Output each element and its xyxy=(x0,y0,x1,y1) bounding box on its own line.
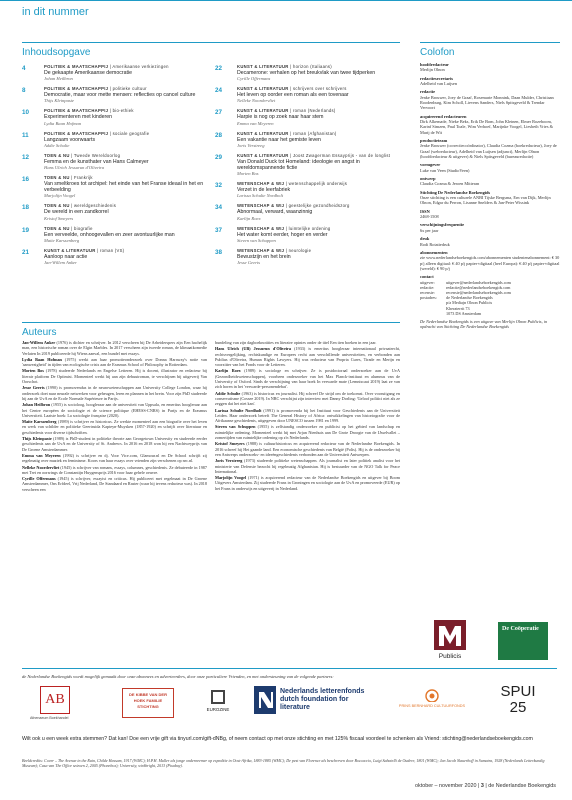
colofon-text: Adelheid van Luijsen xyxy=(420,81,457,87)
toc-article-author: Johan Heilbron xyxy=(44,76,73,82)
toc-page-number: 18 xyxy=(22,204,30,212)
toc-item[interactable] xyxy=(215,181,399,199)
toc-item[interactable] xyxy=(215,203,399,221)
colofon-text: Dirk Alkemade, Nieke Beks, Erik De Bom, John Kleinen, Elmer Rozeboom, Karinf Simzen, Paul Toale, Wim Verhoef, Marijnke Voogel, Liesbeth Vries & Marij de Wit xyxy=(420,119,553,135)
colofon-block xyxy=(420,62,560,73)
toc-article-author: Nelleke Noordervliet xyxy=(237,98,276,104)
toc-item[interactable] xyxy=(22,86,206,104)
colofon-label: ontwerp xyxy=(420,176,436,181)
toc-article-title: Het water komt eerder, hoger en verder xyxy=(237,231,328,238)
toc-category-main: TOEN & NU xyxy=(44,152,70,158)
toc-article-author: Larissa Schulte Nordholt xyxy=(237,193,284,199)
toc-entry-body xyxy=(44,86,206,104)
toc-article-author: Morten Bos xyxy=(237,171,259,177)
author-bio-text: (1988) is cultuurhistoricus en acquirerend redacteur van de Nederlandse Boekengids. In 2016 schreef hij Het gaande land. Een economische geschiedenis van België (Polis). Hij is de onderzoeker bij een Antwerps onderzoeks- en ideeëngeschiedenis verbonden aan de Universiteit Antwerpen. xyxy=(215,441,401,457)
toc-article-author: Jesse Geerts xyxy=(237,260,261,266)
toc-category-sub: roman (Nederlands) xyxy=(292,108,336,114)
colofon-text: Onze stichting is een culturele ANBI Tijske Bergsma, Ern van Dijk, Merlijn Olnon, Edgar du Perron, Lisanne Snelders & Jan-Peter Wissink xyxy=(420,195,551,206)
toc-page-number: 12 xyxy=(22,153,30,161)
footer-magazine: de Nederlandse Boekengids xyxy=(488,783,556,789)
colofon-text: Merlijn Olnon xyxy=(420,67,445,73)
author-name: Joris Verstreeg xyxy=(215,458,243,464)
toc-item[interactable] xyxy=(22,248,206,266)
toc-page-number: 10 xyxy=(22,109,30,117)
toc-item[interactable] xyxy=(215,64,399,82)
colofon-contact-label: contact xyxy=(420,274,434,280)
toc-article-title: Van smeltkroes tot archipel: het einde van het Franse ideaal in het en verbeelding xyxy=(44,181,204,194)
eurozine-text: EUROZINE xyxy=(206,707,230,712)
colofon-text: 2468-1508 xyxy=(420,214,439,220)
colofon-block xyxy=(420,76,560,87)
toc-item[interactable] xyxy=(22,153,206,171)
auteurs-rule xyxy=(22,322,400,323)
contents-rule xyxy=(22,42,400,43)
contact-key xyxy=(420,311,446,316)
toc-category-main: POLITIEK & MAATSCHAPPIJ xyxy=(44,130,109,136)
toc-entry-body xyxy=(44,108,206,126)
toc-category-main: KUNST & LITERATUUR xyxy=(237,86,289,92)
toc-article-title: Aanloop naar actie xyxy=(44,253,88,260)
author-name: Jan-Willem Anker xyxy=(22,340,56,345)
author-name: Hans Ulrich (UB) Jessurun d'Oliveira xyxy=(215,346,291,352)
contact-key: postadres: xyxy=(420,295,437,301)
toc-category-main: TOEN & NU xyxy=(44,203,70,209)
toc-page-number: 11 xyxy=(22,131,29,139)
colofon-text: zie www.nederlandseboekengids.com/abonnementen studentenabonnement: € 30 p/j alleen digitaal: € 40 p/j papier+digitaal (heel Europa): € 40 p/j papier+digitaal (wereld): € 90 p/j xyxy=(420,255,560,271)
author-bio xyxy=(22,402,207,418)
author-bio-text: (1978) studeerde Nederlands en Engelse Letteren. Hij is docent, illustrator en redacteur bij literair platform De Optimist. Momenteel werkt hij aan zijn debuutroman, te verschijnen bij uitgeverij Van Oorschot. xyxy=(22,368,207,385)
author-bio xyxy=(215,346,400,367)
toc-entry-body xyxy=(44,64,206,82)
author-name: Steven van Schuppen xyxy=(215,424,256,430)
contact-row xyxy=(420,311,560,316)
toc-category-sub: luimtelijke ordening xyxy=(288,225,331,231)
toc-entry-body xyxy=(237,131,399,149)
author-bio-text: (1933) is emeritus hoogleraar internationaal privaatrecht, rechtsvergelijking, rechtskundige en Europees recht aan verschillende universiteiten, en verbonden aan Publius d'Oliveira, Human Rights Lawyers. Hij was redacteur van Propria Cures, Tirade en Merijn en voorzitter van het Fonds voor de Letteren. xyxy=(215,346,401,368)
author-bio-text: (1955) is zelfstandig onderzoeker en publicist op het gebied van landschap en ruimtelijke ordening. Momenteel werkt hij met Arjan Nienhuis aan De Grote Droogte van de IJsselvallei – zomertijden van ruimtelijke ordening op z'n Nederlands. xyxy=(215,424,400,441)
author-name: Nelleke Noordervliet xyxy=(22,464,60,470)
toc-category-sub: horizon (Italiaans) xyxy=(292,64,332,69)
toc-article-title: Democratie, maar voor mette mensen: reflecties op cancel culture xyxy=(44,92,196,99)
prins-bernhard-logo xyxy=(394,688,470,709)
colofon-contact-block xyxy=(420,274,560,316)
donation-promo: Wilt ook u een week extra stemmen? Dat kan! Doe een vrije gift via tinyurl.com/gift-dNBg, of neem contact op met onze stichting en met 125% fiscaal voordeel te schenken als Vriend: stichting@nederlandseboekengids.com xyxy=(22,736,533,742)
colofon-block xyxy=(420,236,560,247)
toc-article-title: De gekaapte Amerikaanse democratie xyxy=(44,70,132,76)
author-name: Morten Bos xyxy=(22,368,44,374)
author-bio-text: (1976) is dichter en schrijver. In 2012 verscheen bij De Arbeiderspers zijn Een hachelijk man, een historische roman over de Elgin Marbles. In 2017 verscheen zijn tweede roman, de klimaatkomedie Verlaten In 2019 publiceerde hij Wiens aanval, een bundel met essays. xyxy=(22,340,208,356)
author-bio-text: (1989) is schrijver en historicus. Ze werkte momenteel aan een biografie over het leven en werk van schilder en politieke Geertruida Kapteyn-Muysken (1857-1920) en schrijft over literatuur en geschiedenis voor diverse tijdschriften. xyxy=(22,419,207,435)
toc-category-main: KUNST & LITERATUUR xyxy=(44,247,96,253)
toc-entry-body xyxy=(237,248,399,266)
toc-page-number: 8 xyxy=(22,87,26,95)
colofon-label: abonnementen xyxy=(420,249,448,255)
athenaeum-logo: AB xyxy=(40,686,70,714)
toc-category-separator: | xyxy=(95,247,100,253)
author-bio xyxy=(22,436,207,452)
author-name: Marjolijn Voogel xyxy=(215,475,247,481)
cooperatie-logo: De Coöperatie xyxy=(498,622,548,660)
toc-entry-body xyxy=(237,108,399,126)
toc-category-sub: roman (Afghanistan) xyxy=(292,130,337,136)
author-bio-text: (1991) is promovenda bij het Instituut voor Geschiedenis aan de Universiteit Leiden. Haar onderzoek betreft The General History of Africa: ontwikkelingen van historiografie voor de Afrikaanse geschiedenis, uitgegeven door UNESCO tussen 1981 en 1999. xyxy=(215,407,401,424)
author-bio xyxy=(215,458,400,474)
toc-item[interactable] xyxy=(22,175,206,199)
toc-article-author: Jan-Willem Anker xyxy=(44,260,77,266)
toc-page-number: 32 xyxy=(215,182,223,190)
toc-article-author: Kristof Smeyers xyxy=(44,215,74,221)
author-bio xyxy=(22,465,207,476)
toc-category-sub: Frankrijk xyxy=(73,175,93,181)
toc-right-column xyxy=(215,64,399,270)
spui25-logo xyxy=(494,684,542,716)
page-footer: oktober – november 2020 | 3 | de Nederlandse Boekengids xyxy=(415,783,556,789)
author-bio-text: (1945) is schrijver, essayist en criticus. Hij publiceert met regelmaat in De Groene Amsterdammer, Ons Erfdeel, Vrij Nederland, De Standaard en Raster (waar hij tevens redacteur was). In 2018 verscheen een xyxy=(22,476,207,492)
toc-category-sub: wereldgeschiedenis xyxy=(73,203,117,209)
toc-item[interactable] xyxy=(22,226,206,244)
author-bio xyxy=(22,357,207,368)
toc-category-sub: roman (VS) xyxy=(99,247,125,253)
toc-category-separator: | xyxy=(288,86,293,92)
author-name: Lydia Baan Hofman xyxy=(22,356,62,362)
author-bio-text: (1973) studeerde politieke wetenschappen. Als journalist en later politiek analist voor het ministerie van Defensie bezocht hij regelmatig Afghanistan. Hij is bestuurder van de NGO Talk for Peace International. xyxy=(215,458,400,474)
toc-item[interactable] xyxy=(215,248,399,266)
toc-item[interactable] xyxy=(215,108,399,126)
author-bio xyxy=(215,340,400,345)
toc-item[interactable] xyxy=(22,203,206,221)
toc-entry-body xyxy=(237,64,399,82)
toc-category-main: POLITIEK & MAATSCHAPPIJ xyxy=(44,64,109,69)
publicis-logo xyxy=(434,620,466,660)
toc-category-main: KUNST & LITERATUUR xyxy=(237,64,289,69)
colofon-footer-text: De Nederlandse Boekengids is een uitgave van Merlijn Olnon Publicis, in opdracht van Stichting De Nederlandse Boekengids xyxy=(420,318,548,330)
colofon-block xyxy=(420,250,560,271)
toc-article-title: De wereld in een zandkorrel xyxy=(44,209,109,216)
auteurs-heading: Auteurs xyxy=(22,327,57,338)
author-bio xyxy=(215,391,400,407)
author-bio-text: bundeling van zijn dagboeknotities en literaire opinies onder de titel Een tien boeken in een jaar. xyxy=(215,340,377,345)
author-bio xyxy=(215,368,400,389)
toc-category-main: WETENSCHAP & WIJ xyxy=(237,247,285,253)
toc-category-main: KUNST & LITERATUUR xyxy=(237,152,289,158)
author-bio xyxy=(22,476,207,492)
author-bio-text: (1989) is PhD-student in politieke theorie aan Georgetown University en studeerde eerder geschiedenis aan de UvA en de University of St. Andrews. In 2016 en 2018 won hij een Nachtweyprijs van De Groene Amsterdammer. xyxy=(22,436,208,452)
toc-category-separator: | xyxy=(69,152,74,158)
toc-entry-body xyxy=(44,248,206,266)
toc-category-separator: | xyxy=(284,247,289,253)
sponsor-rule xyxy=(22,668,557,669)
athenaeum-caption: Athenaeum Boekhandel xyxy=(30,716,69,720)
toc-category-separator: | xyxy=(108,86,113,92)
colofon-block xyxy=(420,222,560,233)
toc-page-number: 19 xyxy=(22,226,30,234)
toc-category-sub: biografie xyxy=(73,225,93,231)
toc-article-author: Addie Schulte xyxy=(44,142,70,148)
colofon-label: Stichting De Nederlandse Boekengids xyxy=(420,189,491,195)
toc-entry-body xyxy=(237,86,399,104)
top-rule xyxy=(0,0,572,1)
toc-page-number: 37 xyxy=(215,226,223,234)
contact-value: de Nederlandse Boekengids xyxy=(446,295,493,301)
toc-item[interactable] xyxy=(215,131,399,149)
colofon-rule xyxy=(420,42,560,43)
toc-page-number: 21 xyxy=(22,248,30,256)
toc-page-number: 24 xyxy=(215,87,223,95)
toc-article-title: Decamerone: verhalen op het breukvlak van twee tijdperken xyxy=(237,70,376,76)
toc-left-column xyxy=(22,64,206,270)
author-name: Cyrille Offermans xyxy=(22,476,56,482)
author-bio xyxy=(215,441,400,457)
toc-page-number: 38 xyxy=(215,248,223,256)
toc-article-author: Lydia Baan Hofman xyxy=(44,120,82,126)
toc-category-separator: | xyxy=(284,181,289,187)
toc-entry-body xyxy=(237,153,399,177)
sponsor-intro: de Nederlandse Boekengids wordt mogelijk gemaakt door onze abonnees en adverteerders, door onze particuliere Vrienden, en met ondersteuning van de volgende partners: xyxy=(22,674,334,679)
toc-entry-body xyxy=(44,153,206,171)
toc-article-title: Een vakantie naar het gemiste leven xyxy=(237,136,321,143)
toc-page-number: 4 xyxy=(22,65,26,72)
toc-category-main: WETENSCHAP & WIJ xyxy=(237,203,285,209)
toc-article-author: Joris Verstreeg xyxy=(237,142,265,148)
eurozine-logo xyxy=(200,690,236,712)
colofon-text: Jenke Brouwer (correctiecoördinator), Claudia Cozma (boekredacteur), Joey de Graaf (webredacteur), Adelheid van Luijsen (adjunct), Merlijn Olnon (hoofdredacteur & uitgever) & Niels Spitsgeveld (bureauredactie) xyxy=(420,143,557,159)
author-name: Kristof Smeyers xyxy=(215,441,245,447)
author-name: Addie Schulte xyxy=(215,390,241,396)
toc-article-title: Bewustzijn en het brein xyxy=(237,253,291,260)
toc-category-sub: Amerikaanse verkiezingen xyxy=(112,64,169,69)
toc-entry-body xyxy=(44,226,206,244)
author-bio xyxy=(215,408,400,424)
toc-article-author: Steven van Schuppen xyxy=(237,237,276,243)
author-bio-text: (1975) werkt aan haar promotieonderzoek over Donna Haraway's notie van 'aanwezigheid' in tijden van ecologische crisis aan de Erasmus School of Philosophy in Rotterdam. xyxy=(22,356,207,368)
toc-entry-body xyxy=(44,131,206,149)
toc-entry-body xyxy=(237,203,399,221)
colofon-block xyxy=(420,89,560,110)
author-name: Thijs Kleinpaste xyxy=(22,436,52,442)
toc-category-main: KUNST & LITERATUUR xyxy=(237,108,289,114)
auteurs-right-column xyxy=(215,340,400,492)
colofon-block xyxy=(420,176,560,187)
author-name: Maite Karssenberg xyxy=(22,419,57,425)
toc-category-sub: geestelijke gezondheidszorg xyxy=(288,203,350,209)
letterenfonds-text: Nederlands letterenfonds dutch foundation for literature xyxy=(280,688,365,711)
author-bio-text: (1992) is schrijver en dj. Voor Vice.com, Glamour.nl en De School schrijft zij regelmatig over muziek en feminisme. Koors van haar essays over vrienden zijn verschenen op nrc.nl. xyxy=(22,452,207,464)
footer-issue: oktober – november 2020 xyxy=(415,783,477,789)
toc-entry-body xyxy=(44,203,206,221)
toc-article-title: Een verveelde, onhoogevallen en zeer avontuurlijke man xyxy=(44,231,175,238)
toc-article-author: Maite Karssenberg xyxy=(44,237,80,243)
toc-article-title: Van Donald Duck tot Homeland: ideologie en angst in wereldomspannende fictie xyxy=(237,158,360,172)
prins-bernhard-mark-icon xyxy=(422,688,442,702)
colofon-text: Claudia Cozma & Jeroen Mitteran xyxy=(420,181,480,187)
toc-category-separator: | xyxy=(108,108,113,114)
author-name: Larissa Schulte Nordholt xyxy=(215,407,262,413)
toc-article-author: Marjolijn Voogel xyxy=(44,193,76,199)
author-bio-text: (1955) is socioloog, hoogleraar aan de universiteit van Uppsala, en emeritus hoogleraar aan het Centre européen de sociologie et de science politique (EHESS-CNRS) in Parijs en de Erasmus Universiteit. Laatste boek: La sociologie française (2020). xyxy=(22,402,208,418)
toc-article-author: Emma van Meyeren xyxy=(237,120,274,126)
toc-article-title: Experimenteren met kinderen xyxy=(44,114,113,121)
author-bio xyxy=(215,475,400,491)
toc-item[interactable] xyxy=(215,153,399,177)
toc-category-separator: | xyxy=(108,64,113,69)
author-bio xyxy=(22,340,207,356)
contact-value: p/a Mediajn Olnon Publicis xyxy=(446,300,493,306)
author-bio-text: (1963) is historicus en journalist. Hij schreef De strijd om de toekomst. Over vooruitgang en conservatisme (Cossee 2019). In NRC verschijnt zijn interview met Danny Dorling: 'Geloof politici niet als ze zeggen dat het niet kan'. xyxy=(215,390,400,407)
author-bio-text: (1989) is sociologe en schrijver. Ze is postdoctoraal onderzoeker aan de UvA (Gezondheidswetenschappen), voorheen onderzoeker van het Max Planck-instituut en alumnus van de University of Oxford. Sinds de verschijning van haar boek In verwarde mate (Lemniscaat 2019) laat ze van zich horen in het 'verwarde-personendebat'. xyxy=(215,368,400,390)
toc-category-sub: Tweede Wereldoorlog xyxy=(73,152,121,158)
toc-article-author: Cyrille Offermans xyxy=(237,76,271,82)
colofon-label: hoofdredacteur xyxy=(420,62,449,67)
toc-category-main: TOEN & NU xyxy=(44,225,70,231)
colofon-label: verschijningsfrequentie xyxy=(420,222,465,228)
colofon-text: Luke van Veen (StudioVeen) xyxy=(420,167,470,173)
toc-category-main: WETENSCHAP & WIJ xyxy=(237,181,285,187)
toc-article-title: Het leven op oorder een roman als een tovenaar xyxy=(237,92,349,99)
colofon-label: redactiesecretaris xyxy=(420,75,453,81)
toc-category-separator: | xyxy=(69,203,74,209)
colofon-block xyxy=(420,114,560,135)
colofon-text: Jenke Brouwer, Joey de Graaf, Rosemarie Monnink, Daan Mulder, Christiaan Roodenburg, Kim Scholl, Lievens Sanders, Niels Spitsgeveld & Trendar Vervoort xyxy=(420,94,554,111)
toc-category-separator: | xyxy=(284,203,289,209)
toc-article-title: Harpie is nog op zoek naar haar stem xyxy=(237,114,324,121)
author-bio xyxy=(22,453,207,464)
author-bio xyxy=(215,424,400,440)
toc-page-number: 22 xyxy=(215,65,223,72)
author-name: Jesse Geerts xyxy=(22,385,45,391)
toc-article-title: Femma en de kunsthater van Hans Calmeyer xyxy=(44,158,149,165)
toc-article-author: Hans Ulrich Jessurun d'Oliveira xyxy=(44,165,105,171)
toc-page-number: 28 xyxy=(215,131,223,139)
toc-category-sub: bio-ethiek xyxy=(112,108,134,114)
colofon-text: 6x per jaar xyxy=(420,227,439,233)
contact-value: Kheraterrit 73 xyxy=(446,305,470,311)
toc-article-author: Thijs Kleinpaste xyxy=(44,98,74,104)
toc-item[interactable] xyxy=(22,131,206,149)
toc-category-separator: | xyxy=(288,152,293,158)
toc-item[interactable] xyxy=(22,64,206,82)
colofon-heading: Colofon xyxy=(420,47,455,58)
van-der-hoek-logo: DE KIBBE VAN DER HOEK FAMILIE STICHTING xyxy=(122,688,174,718)
toc-category-separator: | xyxy=(108,130,113,136)
author-bio xyxy=(22,368,207,384)
letterenfonds-mark-icon xyxy=(254,686,276,714)
toc-category-main: POLITIEK & MAATSCHAPPIJ xyxy=(44,86,109,92)
footer-page-number: 3 xyxy=(480,783,484,789)
colofon-label: vormgever xyxy=(420,162,441,168)
toc-category-separator: | xyxy=(69,225,74,231)
publicis-logo-text: Publicis xyxy=(438,653,462,660)
colofon-label: redactie xyxy=(420,89,436,95)
toc-category-main: KUNST & LITERATUUR xyxy=(237,130,289,136)
toc-category-separator: | xyxy=(284,225,289,231)
toc-page-number: 34 xyxy=(215,204,223,212)
colofon xyxy=(420,62,560,330)
toc-category-sub: Joost Zwagerman Essayprijs - van de longlist xyxy=(292,152,391,158)
toc-category-sub: schrijvers over schrijvers xyxy=(292,86,347,92)
toc-category-main: TOEN & NU xyxy=(44,175,70,181)
colofon-label: druk xyxy=(420,236,430,242)
toc-category-main: WETENSCHAP & WIJ xyxy=(237,225,285,231)
toc-category-sub: sociale geografie xyxy=(112,130,150,136)
contact-key: recensie: xyxy=(420,289,435,295)
prins-bernhard-text: PRINS BERNHARD CULTUURFONDS xyxy=(398,704,466,708)
colofon-label: acquirerend redacteuren xyxy=(420,113,467,119)
colofon-label: ISSN xyxy=(420,208,430,214)
author-bio xyxy=(22,385,207,401)
toc-page-number: 27 xyxy=(215,109,223,117)
contact-key: redactie: xyxy=(420,284,435,290)
toc-category-separator: | xyxy=(69,175,74,181)
toc-article-title: Langzaam voorwaarts xyxy=(44,136,96,143)
toc-category-main: POLITIEK & MAATSCHAPPIJ xyxy=(44,108,109,114)
colofon-block xyxy=(420,138,560,159)
toc-item[interactable] xyxy=(22,108,206,126)
auteurs-left-column xyxy=(22,340,207,493)
toc-category xyxy=(237,153,399,159)
contact-value: uitgever@nederlandseboekengids.com xyxy=(446,279,511,285)
spui-number: 25 xyxy=(509,699,527,716)
toc-page-number: 29 xyxy=(215,153,223,161)
author-name: Johan Heilbron xyxy=(22,402,51,408)
toc-entry-body xyxy=(237,226,399,244)
contact-value: recensie@nederlandseboekengids.com xyxy=(446,289,511,295)
spui-text: SPUI xyxy=(500,683,536,700)
toc-category-separator: | xyxy=(288,108,293,114)
toc-category-sub: neurologie xyxy=(288,247,312,253)
colofon-label: productieteam xyxy=(420,138,448,143)
letterenfonds-logo xyxy=(254,686,372,716)
contact-value: 1073 DS Amsterdam xyxy=(446,310,482,316)
image-credits: Beeldcredits: Cover – The Avenue in the Rain, Childe Hassam, 1917 (WMC); H.P.H. Muller als jonge onderneemer op expeditie in Oost-Afrika, 1883-1885 (WMC); De pest van Florence als beschreven door Boccaccio, Luigi Sabatelli de Oudere, 1801 (WMC); Jan Jacob Slauerhoff in Sumatra, 1928 (Nederlands Letterkundig Museum); Casa van The Office seizoen 2, 2005 (Phonebox); University, wirkbright, 2013 (Pixabay). xyxy=(22,758,545,768)
toc-article-title: Verzet in de leerfabriek xyxy=(237,187,291,194)
toc-article-author: Karlijn Roex xyxy=(237,215,261,221)
toc-entry-body xyxy=(44,175,206,199)
toc-item[interactable] xyxy=(215,86,399,104)
eurozine-mark-icon xyxy=(211,690,225,704)
contact-value: redactie@nederlandseboekengids.com xyxy=(446,284,511,290)
colofon-block xyxy=(420,209,560,220)
toc-category-separator: | xyxy=(288,130,293,136)
toc-article-title: Abnormaal, verward, waanzinnig xyxy=(237,209,313,216)
author-bio-text: (1990) is promovendus in de neurowetenschappen aan University College London, waar hij onderzoek doet naar neurale netwerken voor geheugen, leren en plannen in het brein. Voor zijn PhD studeerde hij aan de UvA en de Ecole Normale Supérieure in Parijs. xyxy=(22,385,207,401)
toc-item[interactable] xyxy=(215,226,399,244)
sponsor-logos xyxy=(22,684,557,726)
toc-category-separator: | xyxy=(288,64,293,69)
author-name: Emma van Meyeren xyxy=(22,452,61,458)
toc-category-sub: wetenschappelijk onderwijs xyxy=(288,181,348,187)
author-name: Karlijn Roex xyxy=(215,368,241,374)
contents-heading: Inhoudsopgave xyxy=(22,47,91,58)
author-bio-text: (1971) is acquirerend redacteur van de Nederlandse Boekengids en uitgever bij Boom Uitgevers Amsterdam. Zij studeerde Frans in Groningen en sociologie aan de UvA en promoveerde (EUR) op het Frans in onderwijs en uitgeverij in Nederland. xyxy=(215,475,400,491)
page-title: in dit nummer xyxy=(22,6,89,18)
author-bio xyxy=(22,419,207,435)
toc-page-number: 16 xyxy=(22,176,30,184)
author-bio-text: (1945) is schrijver van romans, essays, columnes, geschiedenis. Ze debuteerde in 1987 met Tret en oorsrings de Constantijn Huygensprijs 2016 voor haar gehele oeuvre. xyxy=(22,464,207,475)
colofon-block xyxy=(420,162,560,173)
toc-category-sub: politieke cultuur xyxy=(112,86,147,92)
toc-entry-body xyxy=(237,181,399,199)
colofon-block xyxy=(420,190,560,206)
contact-key: uitgever: xyxy=(420,279,435,285)
colofon-text: Rodi Rotatiedruk xyxy=(420,241,450,247)
